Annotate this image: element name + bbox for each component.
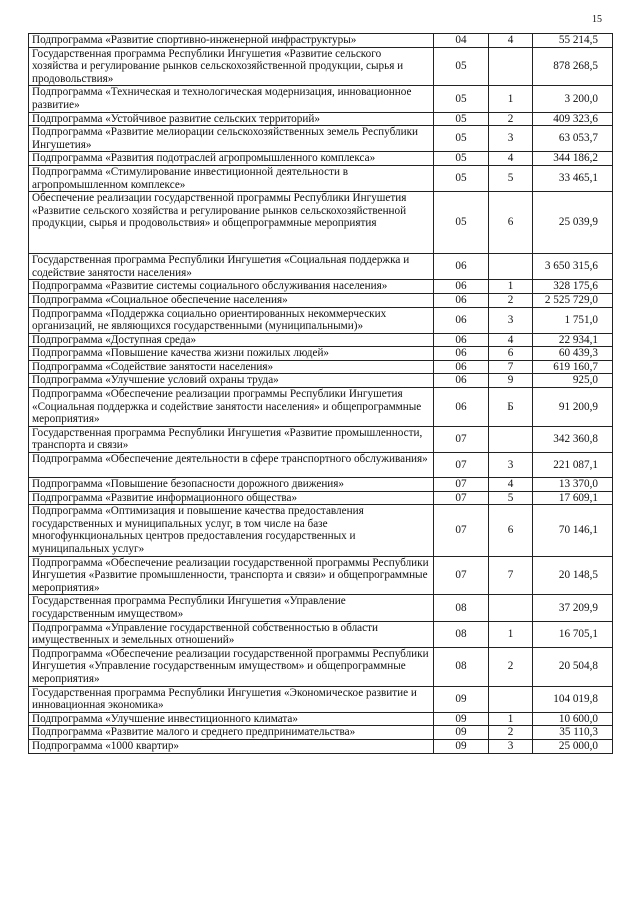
program-name-cell: Подпрограмма «Поддержка социально ориентированных некоммерческих организаций, не являющихся государственными (муниципальными)»: [29, 307, 434, 333]
amount-cell: 91 200,9: [533, 388, 613, 427]
program-name-cell: Подпрограмма «Развития подотраслей агропромышленного комплекса»: [29, 152, 434, 166]
subprogram-code-cell: 6: [489, 505, 533, 556]
program-code-cell: 07: [434, 505, 489, 556]
program-code-cell: 05: [434, 47, 489, 86]
subprogram-code-cell: 1: [489, 280, 533, 294]
program-name-cell: Подпрограмма «Устойчивое развитие сельских территорий»: [29, 112, 434, 126]
table-row: [29, 34, 613, 48]
subprogram-code-cell: 6: [489, 192, 533, 254]
subprogram-code-cell: 4: [489, 478, 533, 492]
program-code-cell: 06: [434, 388, 489, 427]
program-code-cell: 08: [434, 595, 489, 621]
subprogram-code-cell: 3: [489, 307, 533, 333]
program-name-cell: Государственная программа Республики Ингушетия «Социальная поддержка и содействие занятости населения»: [29, 254, 434, 280]
table-row: [29, 165, 613, 191]
program-code-cell: 05: [434, 126, 489, 152]
amount-cell: 409 323,6: [533, 112, 613, 126]
program-code-cell: 06: [434, 360, 489, 374]
table-row: [29, 280, 613, 294]
program-code-cell: 09: [434, 712, 489, 726]
program-code-cell: 06: [434, 280, 489, 294]
table-row: [29, 621, 613, 647]
table-row: [29, 647, 613, 686]
subprogram-code-cell: 1: [489, 712, 533, 726]
amount-cell: 10 600,0: [533, 712, 613, 726]
program-name-cell: Подпрограмма «Стимулирование инвестиционной деятельности в агропромышленном комплексе»: [29, 165, 434, 191]
subprogram-code-cell: [489, 686, 533, 712]
amount-cell: 104 019,8: [533, 686, 613, 712]
amount-cell: 20 148,5: [533, 556, 613, 595]
program-code-cell: 07: [434, 491, 489, 505]
program-name-cell: Подпрограмма «Обеспечение реализации государственной программы Республики Ингушетия «Управление государственным имуществом» и общепрограммные мероприятия»: [29, 647, 434, 686]
program-name-cell: Государственная программа Республики Ингушетия «Развитие промышленности, транспорта и связи»: [29, 426, 434, 452]
table-row: [29, 686, 613, 712]
amount-cell: 925,0: [533, 374, 613, 388]
subprogram-code-cell: 3: [489, 739, 533, 753]
program-name-cell: Подпрограмма «Улучшение инвестиционного климата»: [29, 712, 434, 726]
program-code-cell: 05: [434, 165, 489, 191]
amount-cell: 221 087,1: [533, 453, 613, 478]
subprogram-code-cell: 1: [489, 86, 533, 112]
amount-cell: 22 934,1: [533, 333, 613, 347]
program-name-cell: Подпрограмма «Повышение качества жизни пожилых людей»: [29, 347, 434, 361]
amount-cell: 342 360,8: [533, 426, 613, 452]
program-name-cell: Государственная программа Республики Ингушетия «Управление государственным имуществом»: [29, 595, 434, 621]
program-name-cell: Подпрограмма «Развитие системы социального обслуживания населения»: [29, 280, 434, 294]
amount-cell: 37 209,9: [533, 595, 613, 621]
program-name-cell: Государственная программа Республики Ингушетия «Развитие сельского хозяйства и регулирование рынков сельскохозяйственной продукции, сырья и продовольствия»: [29, 47, 434, 86]
program-code-cell: 08: [434, 621, 489, 647]
table-row: [29, 505, 613, 556]
table-row: [29, 453, 613, 478]
subprogram-code-cell: 2: [489, 647, 533, 686]
program-code-cell: 07: [434, 453, 489, 478]
amount-cell: 3 200,0: [533, 86, 613, 112]
program-name-cell: Подпрограмма «Развитие информационного общества»: [29, 491, 434, 505]
subprogram-code-cell: 2: [489, 726, 533, 740]
program-name-cell: Подпрограмма «Развитие спортивно-инженерной инфраструктуры»: [29, 34, 434, 48]
table-row: [29, 556, 613, 595]
amount-cell: 878 268,5: [533, 47, 613, 86]
program-name-cell: Подпрограмма «Оптимизация и повышение качества предоставления государственных и муниципальных услуг, в том числе на базе многофункциональных центров предоставления государственных и муниципальных услуг»: [29, 505, 434, 556]
table-row: [29, 254, 613, 280]
subprogram-code-cell: [489, 426, 533, 452]
program-name-cell: Государственная программа Республики Ингушетия «Экономическое развитие и инновационная экономика»: [29, 686, 434, 712]
program-code-cell: 08: [434, 647, 489, 686]
program-code-cell: 07: [434, 478, 489, 492]
table-row: [29, 347, 613, 361]
program-name-cell: Подпрограмма «Развитие мелиорации сельскохозяйственных земель Республики Ингушетия»: [29, 126, 434, 152]
program-code-cell: 05: [434, 192, 489, 254]
table-row: [29, 739, 613, 753]
program-name-cell: Подпрограмма «Повышение безопасности дорожного движения»: [29, 478, 434, 492]
program-name-cell: Подпрограмма «Обеспечение реализации государственной программы Республики Ингушетия «Развитие промышленности, транспорта и связи» и общепрограммные мероприятия»: [29, 556, 434, 595]
amount-cell: 344 186,2: [533, 152, 613, 166]
table-row: [29, 595, 613, 621]
amount-cell: 25 039,9: [533, 192, 613, 254]
subprogram-code-cell: 2: [489, 112, 533, 126]
amount-cell: 13 370,0: [533, 478, 613, 492]
program-code-cell: 06: [434, 254, 489, 280]
program-code-cell: 07: [434, 556, 489, 595]
subprogram-code-cell: 2: [489, 293, 533, 307]
subprogram-code-cell: 3: [489, 453, 533, 478]
program-name-cell: Подпрограмма «Развитие малого и среднего предпринимательства»: [29, 726, 434, 740]
program-name-cell: Подпрограмма «Доступная среда»: [29, 333, 434, 347]
amount-cell: 20 504,8: [533, 647, 613, 686]
table-row: [29, 112, 613, 126]
subprogram-code-cell: 4: [489, 333, 533, 347]
program-code-cell: 04: [434, 34, 489, 48]
program-name-cell: Подпрограмма «1000 квартир»: [29, 739, 434, 753]
program-name-cell: Подпрограмма «Обеспечение деятельности в сфере транспортного обслуживания»: [29, 453, 434, 478]
subprogram-code-cell: 5: [489, 491, 533, 505]
program-code-cell: 06: [434, 307, 489, 333]
program-name-cell: Подпрограмма «Социальное обеспечение населения»: [29, 293, 434, 307]
subprogram-code-cell: 1: [489, 621, 533, 647]
subprogram-code-cell: [489, 254, 533, 280]
table-row: [29, 374, 613, 388]
page-number: 15: [592, 14, 602, 25]
amount-cell: 2 525 729,0: [533, 293, 613, 307]
amount-cell: 60 439,3: [533, 347, 613, 361]
table-row: [29, 388, 613, 427]
program-name-cell: Подпрограмма «Улучшение условий охраны труда»: [29, 374, 434, 388]
program-name-cell: Обеспечение реализации государственной программы Республики Ингушетия «Развитие сельского хозяйства и регулирование рынков сельскохозяйственной продукции, сырья и продовольствия» и общепрограммные мероприятия: [29, 192, 434, 254]
subprogram-code-cell: 7: [489, 556, 533, 595]
budget-table: [28, 33, 613, 754]
amount-cell: 328 175,6: [533, 280, 613, 294]
amount-cell: 70 146,1: [533, 505, 613, 556]
subprogram-code-cell: 5: [489, 165, 533, 191]
program-code-cell: 09: [434, 726, 489, 740]
table-row: [29, 293, 613, 307]
program-code-cell: 06: [434, 293, 489, 307]
amount-cell: 619 160,7: [533, 360, 613, 374]
table-row: [29, 333, 613, 347]
amount-cell: 35 110,3: [533, 726, 613, 740]
subprogram-code-cell: 4: [489, 34, 533, 48]
subprogram-code-cell: [489, 47, 533, 86]
program-code-cell: 06: [434, 374, 489, 388]
subprogram-code-cell: 9: [489, 374, 533, 388]
subprogram-code-cell: 4: [489, 152, 533, 166]
subprogram-code-cell: [489, 595, 533, 621]
subprogram-code-cell: 7: [489, 360, 533, 374]
program-code-cell: 05: [434, 86, 489, 112]
amount-cell: 16 705,1: [533, 621, 613, 647]
amount-cell: 1 751,0: [533, 307, 613, 333]
amount-cell: 33 465,1: [533, 165, 613, 191]
table-row: [29, 478, 613, 492]
table-row: [29, 360, 613, 374]
program-name-cell: Подпрограмма «Обеспечение реализации программы Республики Ингушетия «Социальная поддержка и содействие занятости населения» и общепрограммные мероприятия»: [29, 388, 434, 427]
subprogram-code-cell: 6: [489, 347, 533, 361]
subprogram-code-cell: 3: [489, 126, 533, 152]
table-row: [29, 192, 613, 254]
table-row: [29, 712, 613, 726]
table-row: [29, 126, 613, 152]
table-row: [29, 47, 613, 86]
program-code-cell: 05: [434, 112, 489, 126]
table-body: [29, 34, 613, 754]
program-code-cell: 09: [434, 686, 489, 712]
amount-cell: 17 609,1: [533, 491, 613, 505]
program-code-cell: 05: [434, 152, 489, 166]
amount-cell: 25 000,0: [533, 739, 613, 753]
program-code-cell: 06: [434, 333, 489, 347]
amount-cell: 55 214,5: [533, 34, 613, 48]
amount-cell: 63 053,7: [533, 126, 613, 152]
table-row: [29, 86, 613, 112]
subprogram-code-cell: Б: [489, 388, 533, 427]
program-code-cell: 06: [434, 347, 489, 361]
program-name-cell: Подпрограмма «Содействие занятости населения»: [29, 360, 434, 374]
table-row: [29, 152, 613, 166]
amount-cell: 3 650 315,6: [533, 254, 613, 280]
table-row: [29, 307, 613, 333]
program-code-cell: 09: [434, 739, 489, 753]
table-row: [29, 726, 613, 740]
table-row: [29, 426, 613, 452]
program-name-cell: Подпрограмма «Управление государственной собственностью в области имущественных и земельных отношений»: [29, 621, 434, 647]
table-row: [29, 491, 613, 505]
program-name-cell: Подпрограмма «Техническая и технологическая модернизация, инновационное развитие»: [29, 86, 434, 112]
program-code-cell: 07: [434, 426, 489, 452]
